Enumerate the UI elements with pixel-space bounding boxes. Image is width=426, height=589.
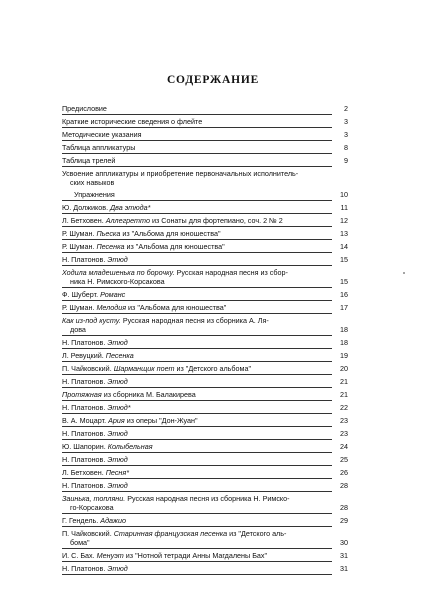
toc-entry: [62, 516, 348, 525]
toc-entry: [62, 169, 348, 187]
toc-entry-text: [62, 442, 153, 451]
toc-w: Этюд: [107, 481, 128, 490]
toc-r: Русская народная песня из сборника А. Ля-: [122, 316, 269, 325]
toc-a: Р. Шуман.: [62, 242, 95, 251]
divider: [62, 127, 332, 128]
toc-a: Л. Ревуцкий.: [62, 351, 104, 360]
divider: [62, 200, 332, 201]
toc-w: Ария: [108, 416, 125, 425]
divider: [62, 239, 332, 240]
toc-a: П. Чайковский.: [62, 364, 112, 373]
toc-entry-text: [62, 104, 107, 113]
divider: [62, 413, 332, 414]
toc-page-number: 17: [340, 303, 348, 312]
toc-entry: [62, 551, 348, 560]
toc-w: Этюд*: [107, 403, 131, 412]
divider: [62, 166, 332, 167]
divider: [62, 426, 332, 427]
toc-page-number: 23: [340, 429, 348, 438]
toc-a: В. А. Моцарт.: [62, 416, 107, 425]
toc-page-number: 26: [340, 468, 348, 477]
toc-w: Аллегретто: [105, 216, 150, 225]
toc-entry: [62, 564, 348, 573]
toc-page-number: 18: [340, 338, 348, 347]
toc-entry: [62, 130, 348, 139]
toc-entry: [62, 351, 348, 360]
toc-r: Русская народная песня из сборника Н. Римско-: [127, 494, 290, 503]
toc-w: Этюд: [107, 564, 128, 573]
toc-entry: [62, 156, 348, 165]
toc-entry-text: [62, 303, 226, 312]
divider: [62, 348, 332, 349]
toc-page-number: 11: [340, 203, 348, 212]
toc-a: Н. Платонов.: [62, 255, 106, 264]
divider: [62, 400, 332, 401]
toc-entry: [62, 429, 348, 438]
toc-page-number: 3: [344, 117, 348, 126]
toc-entry: [62, 143, 348, 152]
toc-entry-text: [62, 390, 196, 399]
toc-entry-text: [62, 130, 142, 139]
page-title: СОДЕРЖАНИЕ: [166, 74, 260, 86]
toc-r: из "Альбома для юношества": [122, 229, 221, 238]
toc-entry: [62, 190, 348, 199]
divider: [62, 439, 332, 440]
toc-entry-text: [62, 403, 131, 412]
toc-entry: [62, 290, 348, 299]
toc-page-number: 15: [340, 277, 348, 286]
toc-entry-text: [62, 117, 202, 126]
toc-page-number: 10: [340, 190, 348, 199]
toc-r: из Сонаты для фортепиано, соч. 2 № 2: [151, 216, 283, 225]
divider: [62, 226, 332, 227]
toc-a: Н. Платонов.: [62, 429, 106, 438]
toc-page-number: 22: [340, 403, 348, 412]
toc-a: Н. Платонов.: [62, 377, 106, 386]
toc-entry: [62, 242, 348, 251]
toc-t: Усвоение аппликатуры и приобретение первоначальных исполнитель-: [62, 169, 299, 178]
toc-entry-text: [62, 481, 128, 490]
toc-w: Мелодия: [96, 303, 127, 312]
toc-w: Шарманщик поет: [113, 364, 175, 373]
toc-page-number: 28: [340, 503, 348, 512]
divider: [62, 300, 332, 301]
toc-w: Этюд: [107, 255, 128, 264]
toc-page-number: 12: [340, 216, 348, 225]
toc-t: Таблица аппликатуры: [62, 143, 136, 152]
divider: [62, 140, 332, 141]
toc-a: Ф. Шуберт.: [62, 290, 99, 299]
toc-entry: [62, 203, 348, 212]
toc-entry: [62, 303, 348, 312]
divider: [62, 361, 332, 362]
toc-w: Ходила младешенька по борочку.: [62, 268, 175, 277]
toc-entry-text: [62, 416, 198, 425]
toc-page-number: 8: [344, 143, 348, 152]
toc-entry-text: [62, 468, 129, 477]
toc-r: из оперы "Дон-Жуан": [126, 416, 198, 425]
divider: [62, 548, 332, 549]
divider: [62, 153, 332, 154]
toc-page-number: 24: [340, 442, 348, 451]
toc-t: Таблица трелей: [62, 156, 116, 165]
toc-entry-text: [62, 564, 128, 573]
toc-page-number: 29: [340, 516, 348, 525]
toc-entry-text: [62, 551, 267, 560]
toc-entry-text: [62, 242, 225, 251]
toc-entry-text: [62, 169, 298, 178]
toc-w: Заинька, топляни.: [62, 494, 126, 503]
toc-entry: [62, 442, 348, 451]
divider: [62, 252, 332, 253]
toc-entry: [62, 255, 348, 264]
toc-entry-text: [62, 529, 286, 538]
divider: [62, 465, 332, 466]
toc-entry: [62, 468, 348, 477]
toc-page-number: 9: [344, 156, 348, 165]
toc-entry: [62, 229, 348, 238]
toc-entry-text: [62, 316, 269, 325]
toc-entry-text: [62, 338, 128, 347]
toc-a: П. Чайковский.: [62, 529, 112, 538]
toc-a: Н. Платонов.: [62, 338, 106, 347]
toc-page-number: 21: [340, 377, 348, 386]
toc-w: Протяжная: [62, 390, 102, 399]
toc-a: Г. Гендель.: [62, 516, 99, 525]
toc-w: Песенка: [96, 242, 125, 251]
toc-entry-text: [62, 455, 128, 464]
toc-a: Л. Бетховен.: [62, 216, 104, 225]
toc-w: Этюд: [107, 338, 128, 347]
divider: [62, 213, 332, 214]
toc-entry-text: [62, 143, 135, 152]
toc-r: из "Альбома для юношества": [126, 242, 225, 251]
toc-page-number: 21: [340, 390, 348, 399]
toc-entry-text: [62, 494, 290, 503]
toc-entry: [62, 529, 348, 547]
divider: [62, 313, 332, 314]
toc-w: Колыбельная: [107, 442, 153, 451]
toc-entry-continuation: бома": [70, 538, 90, 547]
divider: [62, 374, 332, 375]
toc-entry: [62, 416, 348, 425]
toc-page-number: 31: [340, 564, 348, 573]
toc-r: из "Детского аль-: [229, 529, 287, 538]
toc-page-number: 15: [340, 255, 348, 264]
toc-page-number: 16: [340, 290, 348, 299]
divider: [62, 452, 332, 453]
toc-page-number: 13: [340, 229, 348, 238]
toc-entry-text: [62, 429, 128, 438]
toc-page-number: 2: [344, 104, 348, 113]
toc-w: Романс: [100, 290, 126, 299]
toc-w: Этюд: [107, 377, 128, 386]
toc-entry-text: [62, 255, 128, 264]
toc-w: Песня*: [105, 468, 130, 477]
toc-entry-text: [74, 190, 115, 199]
toc-page-number: 30: [340, 538, 348, 547]
toc-entry: [62, 268, 348, 286]
toc-entry-continuation: ских навыков: [70, 178, 115, 187]
toc-a: Р. Шуман.: [62, 229, 95, 238]
toc-entry-text: [62, 516, 126, 525]
toc-entry: [62, 377, 348, 386]
divider: [62, 561, 332, 562]
toc-t: Методические указания: [62, 130, 142, 139]
divider: [62, 478, 332, 479]
toc-entry: [62, 403, 348, 412]
toc-entry: [62, 494, 348, 512]
divider: [62, 574, 332, 575]
toc-page-number: 3: [344, 130, 348, 139]
toc-a: Ю. Шапорин.: [62, 442, 106, 451]
toc-entry-text: [62, 268, 288, 277]
toc-entry-continuation: дова: [70, 325, 86, 334]
toc-a: Л. Бетховен.: [62, 468, 104, 477]
toc-w: Песенка: [105, 351, 134, 360]
toc-a: Н. Платонов.: [62, 455, 106, 464]
toc-entry: [62, 216, 348, 225]
toc-page-number: 23: [340, 416, 348, 425]
toc-r: из "Альбома для юношества": [128, 303, 227, 312]
toc-entry: [62, 364, 348, 373]
toc-a: Ю. Должиков.: [62, 203, 109, 212]
toc-page-number: 14: [340, 242, 348, 251]
divider: [62, 491, 332, 492]
toc-w: Менуэт: [96, 551, 124, 560]
toc-t: Предисловие: [62, 104, 107, 113]
toc-entry: [62, 117, 348, 126]
toc-entry: [62, 338, 348, 347]
toc-w: Адажио: [100, 516, 126, 525]
toc-w: Старинная французская песенка: [113, 529, 228, 538]
toc-page-number: 31: [340, 551, 348, 560]
toc-page-number: 19: [340, 351, 348, 360]
toc-t: Краткие исторические сведения о флейте: [62, 117, 203, 126]
toc-entry-text: [62, 216, 283, 225]
toc-entry-text: [62, 290, 125, 299]
toc-entry-text: [62, 229, 221, 238]
toc-a: Р. Шуман.: [62, 303, 95, 312]
toc-w: Пьеска: [96, 229, 121, 238]
toc-r: Русская народная песня из сбор-: [176, 268, 288, 277]
toc-w: Как из-под кусту.: [62, 316, 121, 325]
divider: [62, 335, 332, 336]
scan-speck: [403, 272, 405, 274]
toc-entry: [62, 316, 348, 334]
divider: [62, 265, 332, 266]
toc-entry: [62, 104, 348, 113]
toc-r: из сборника М. Балакирева: [103, 390, 196, 399]
toc-entry: [62, 455, 348, 464]
toc-t: Упражнения: [74, 190, 115, 199]
toc-w: Два этюда*: [110, 203, 151, 212]
toc-a: Н. Платонов.: [62, 481, 106, 490]
toc-w: Этюд: [107, 429, 128, 438]
table-of-contents: [62, 104, 348, 577]
toc-r: из "Детского альбома": [176, 364, 251, 373]
divider: [62, 513, 332, 514]
divider: [62, 114, 332, 115]
toc-a: Н. Платонов.: [62, 564, 106, 573]
toc-page-number: 25: [340, 455, 348, 464]
toc-page-number: 18: [340, 325, 348, 334]
toc-entry-text: [62, 351, 134, 360]
toc-entry-text: [62, 203, 150, 212]
toc-a: Н. Платонов.: [62, 403, 106, 412]
toc-entry: [62, 390, 348, 399]
toc-entry-text: [62, 156, 115, 165]
toc-a: И. С. Бах.: [62, 551, 95, 560]
toc-page-number: 20: [340, 364, 348, 373]
divider: [62, 287, 332, 288]
toc-r: из "Нотной тетради Анны Магдалены Бах": [125, 551, 268, 560]
divider: [62, 387, 332, 388]
toc-entry-continuation: го-Корсакова: [70, 503, 114, 512]
toc-entry-text: [62, 377, 128, 386]
toc-w: Этюд: [107, 455, 128, 464]
toc-page-number: 28: [340, 481, 348, 490]
toc-entry-continuation: ника Н. Римского-Корсакова: [70, 277, 165, 286]
toc-entry: [62, 481, 348, 490]
toc-entry-text: [62, 364, 251, 373]
divider: [62, 526, 332, 527]
